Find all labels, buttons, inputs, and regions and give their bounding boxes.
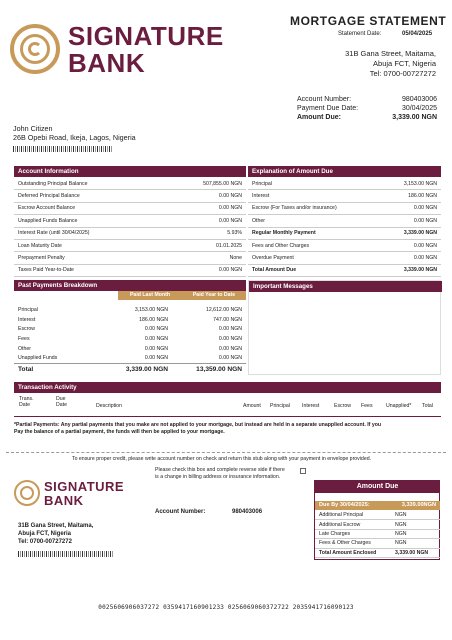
stub-amount-due-title: Amount Due [315,481,440,493]
past-payment-row [14,316,246,326]
past-payment-row-ytd: 747.00 NGN [213,316,242,323]
past-payment-row-last: 186.00 NGN [139,316,168,323]
explanation-row-label: Escrow (For Taxes and/or insurance) [252,205,337,212]
logo-text-top: SIGNATURE [68,21,224,51]
stub-amount-due-box [314,480,440,560]
past-payment-row-label: Other [18,345,31,352]
account-info-row-value: 0.00 NGN [218,193,242,200]
past-payment-row-ytd: 0.00 NGN [218,326,242,333]
past-payment-row-last: 0.00 NGN [144,345,168,352]
explanation-row [248,203,441,215]
account-info-row-value: 01.01.2025 [216,242,242,249]
account-info-row-value: None [229,255,242,262]
stub-amount-row-label: Total Amount Enclosed [319,549,377,556]
stub-amount-row-value: NGN [395,540,407,547]
stub-account-number-label: Account Number: [155,509,206,515]
past-payment-row-label: Interest [18,316,36,323]
amount-due: 3,339.00 NGN [392,114,437,121]
account-info-row [14,215,246,227]
explanation-row [248,265,441,277]
stub-amount-row-label: Fees & Other Charges [319,540,371,547]
col-total: Total [422,403,433,409]
explanation-row-value: 0.00 NGN [413,242,437,249]
explanation-row-label: Regular Monthly Payment [252,230,316,237]
customer-address: 26B Opebi Road, Ikeja, Lagos, Nigeria [13,133,136,142]
col-description: Description [96,403,122,409]
stub-address: 31B Gana Street, Maitama, Abuja FCT, Nigeria Tel: 0700-00727272 [18,523,94,545]
explanation-row [248,178,441,190]
account-info-row-label: Interest Rate (until 30/04/2025) [18,230,90,237]
explanation-row [248,215,441,227]
stub-amount-row [315,530,440,539]
explanation-row-label: Fees and Other Charges [252,242,310,249]
past-payment-row-label: Principal [18,307,38,314]
past-payment-row [14,335,246,345]
past-payment-row-ytd: 0.00 NGN [218,345,242,352]
explanation-title: Explanation of Amount Due [248,166,441,177]
customer-name: John Citizen [13,124,53,133]
transaction-activity-panel [14,382,441,418]
explanation-row-value: 0.00 NGN [413,217,437,224]
address-change-checkbox[interactable] [300,468,306,474]
explanation-row-value: 3,153.00 NGN [403,180,437,187]
past-payment-row-ytd: 12,612.00 NGN [205,307,242,314]
account-info-row-label: Unapplied Funds Balance [18,217,78,224]
bank-logo [8,22,238,78]
logo-mark-icon [10,24,60,74]
bank-address-line1: 31B Gana Street, Maitama, [345,49,436,58]
past-payments-panel [14,280,246,375]
stub-amount-row-value: 3,339.00 NGN [395,549,429,556]
col-amount: Amount [243,403,261,409]
explanation-row-value: 3,339.00 NGN [403,267,437,274]
customer-barcode [13,146,113,152]
address-change-note: Please check this box and complete reverse side if there is a change in billing address or insurance information. [155,467,285,480]
stub-amount-row [315,511,440,520]
account-info-row-label: Taxes Paid Year-to-Date [18,267,74,274]
partial-payments-note: *Partial Payments: Any partial payments that you make are not applied to your mortgage, but instead are held in a separate unapplied account. If you Pay the balance of a partial payment, the funds will then be applied to your mortgage. [14,422,382,435]
explanation-row [248,190,441,202]
past-payment-row-ytd: 0.00 NGN [218,336,242,343]
col-principal: Principal [270,403,290,409]
payment-due-date: 30/04/2025 [401,105,437,112]
col-interest: Interest [302,403,320,409]
explanation-panel [248,166,441,278]
past-payment-row-last: 0.00 NGN [144,326,168,333]
past-payment-row-last: 3,153.00 NGN [134,307,168,314]
explanation-row-label: Other [252,217,265,224]
explanation-row-label: Overdue Payment [252,255,294,262]
account-info-row-label: Deferred Principal Balance [18,193,80,200]
stub-amount-row-label: Additional Principal [319,512,364,519]
stub-cut-line [6,452,446,453]
account-number-label: Account Number: [297,96,352,103]
past-payment-row-label: Fees [18,336,30,343]
account-info-row-value: 507,855.00 NGN [203,180,242,187]
micr-line: 0025606906037272 0359417160901233 0256069060372722 2035941716090123 [98,604,354,611]
account-info-row-value: 0.00 NGN [218,267,242,274]
statement-date-label: Statement Date: [338,31,382,37]
explanation-row [248,252,441,264]
account-info-row [14,265,246,277]
bank-phone: Tel: 0700-00727272 [369,69,436,78]
past-payment-row-label: Escrow [18,326,36,333]
amount-due-label: Amount Due: [297,114,341,121]
bank-address-line2: Abuja FCT, Nigeria [373,59,436,68]
account-info-row [14,252,246,264]
past-payment-row [14,325,246,335]
account-summary [297,96,437,126]
account-info-row [14,228,246,240]
stub-logo-mark-icon [14,480,40,506]
past-payment-row [14,344,246,354]
account-number: 980403006 [401,96,437,103]
past-payments-total-row: Total 3,339.00 NGN 13,359.00 NGN [14,363,246,373]
account-info-row [14,178,246,190]
explanation-row-label: Total Amount Due [252,267,297,274]
explanation-row-value: 0.00 NGN [413,255,437,262]
explanation-row [248,240,441,252]
col-trans-date: Trans. Date [19,396,34,408]
explanation-row-value: 3,339.00 NGN [403,230,437,237]
account-info-row-value: 0.00 NGN [218,217,242,224]
explanation-row-value: 0.00 NGN [413,205,437,212]
stub-barcode [18,551,113,557]
paid-ytd-header: Paid Year to Date [182,291,246,300]
stub-amount-row [315,549,440,558]
col-fees: Fees [361,403,373,409]
stub-amount-row [315,539,440,548]
account-information-panel [14,166,246,278]
account-info-row [14,190,246,202]
account-info-row [14,203,246,215]
stub-due-by-row: Due By 30/04/2025: 3,339.00NGN [315,501,440,510]
statement-date: 05/04/2025 [402,31,433,37]
paid-last-month-header: Paid Last Month [118,291,182,300]
stub-account-number: 980403006 [232,509,263,515]
stub-amount-row-label: Late Charges [319,530,351,537]
past-payment-row-label: Unapplied Funds [18,355,58,362]
transaction-activity-title: Transaction Activity [14,382,441,393]
stub-amount-row-value: NGN [395,530,407,537]
account-info-row-label: Prepayment Penalty [18,255,65,262]
explanation-row-value: 186.00 NGN [408,193,437,200]
stub-amount-row-label: Additional Escrow [319,521,361,528]
col-unapplied: Unapplied* [386,403,412,409]
past-payment-row-last: 0.00 NGN [144,336,168,343]
important-messages-title: Important Messages [249,281,442,292]
stub-instructions: To ensure proper credit, please write account number on check and return this stub along with your payment in envelope provided. [72,456,372,462]
payment-due-date-label: Payment Due Date: [297,105,359,112]
col-due-date: Due Date [56,396,67,408]
explanation-row-label: Principal [252,180,272,187]
account-info-row-value: 5.93% [227,230,242,237]
account-info-row-label: Loan Maturity Date [18,242,62,249]
past-payment-row-last: 0.00 NGN [144,355,168,362]
logo-text-bottom: BANK [68,48,146,78]
stub-amount-row-value: NGN [395,512,407,519]
past-payment-row-ytd: 0.00 NGN [218,355,242,362]
past-payment-row [14,306,246,316]
important-messages-panel [248,280,441,375]
col-escrow: Escrow [334,403,352,409]
stub-amount-row-value: NGN [395,521,407,528]
stub-amount-row [315,520,440,529]
account-info-row-label: Outstanding Principal Balance [18,180,88,187]
account-info-row-label: Escrow Account Balance [18,205,76,212]
statement-title: MORTGAGE STATEMENT [290,14,447,28]
account-info-row [14,240,246,252]
stub-bank-logo: SIGNATURE BANK [14,478,134,510]
account-info-row-value: 0.00 NGN [218,205,242,212]
explanation-row [248,228,441,240]
past-payments-title: Past Payments Breakdown [14,280,246,291]
explanation-row-label: Interest [252,193,270,200]
account-information-title: Account Information [14,166,246,177]
